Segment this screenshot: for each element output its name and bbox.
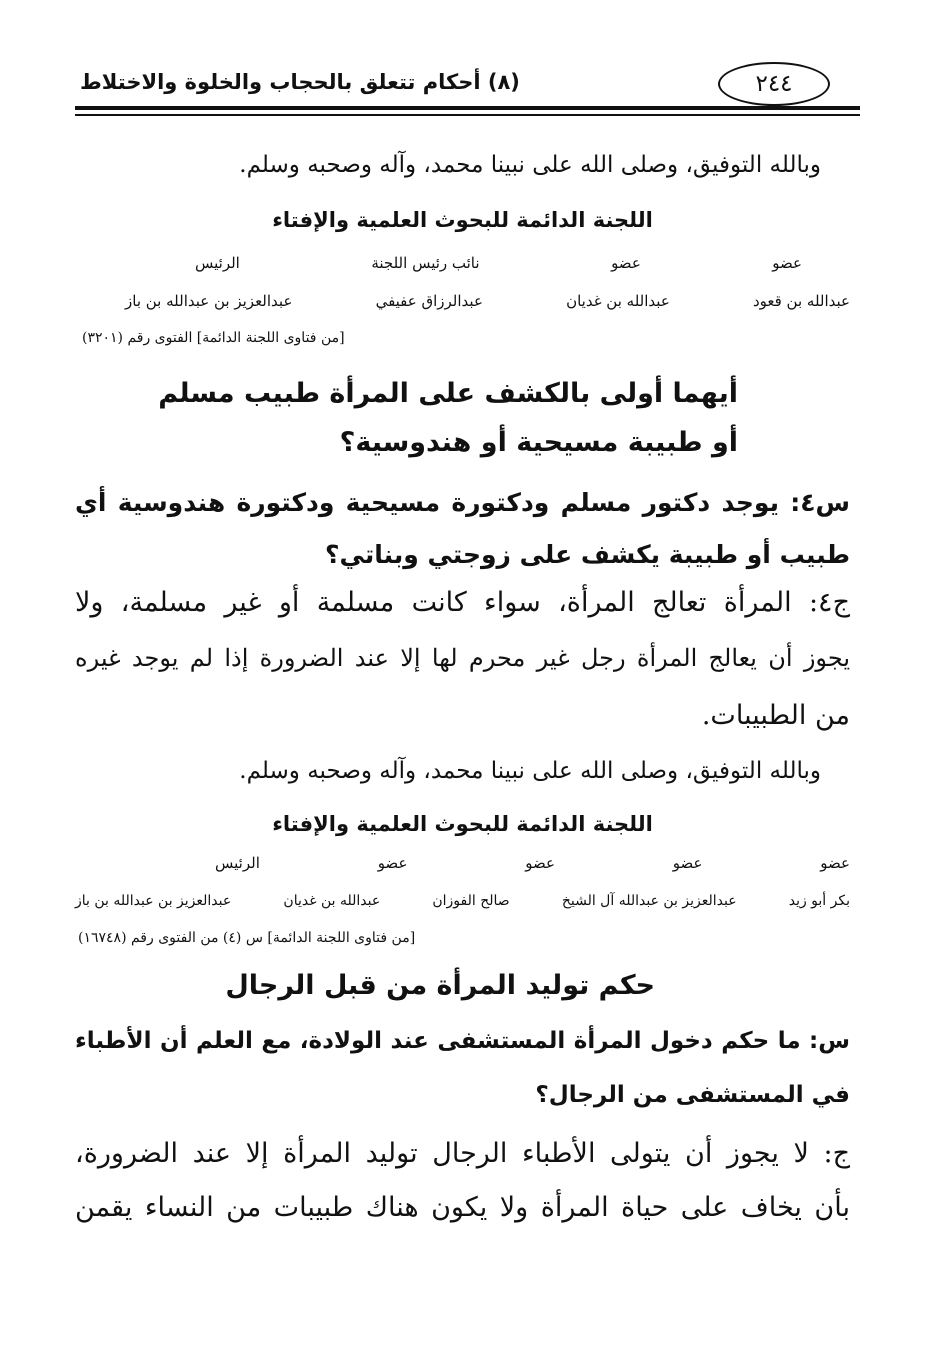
signatory-name: صالح الفوزان [432, 893, 510, 909]
page-number: ٢٤٤ [718, 62, 830, 106]
role: عضو [525, 854, 555, 872]
signatory-name: عبدالعزيز بن عبدالله آل الشيخ [561, 893, 737, 909]
role: عضو [377, 854, 408, 872]
committee-name: اللجنة الدائمة للبحوث العلمية والإفتاء [272, 208, 653, 232]
role: عضو [672, 854, 703, 872]
fatwa-source: [من فتاوى اللجنة الدائمة] س (٤) من الفتوى رقم (١٦٧٤٨) [78, 930, 416, 946]
committee-name: اللجنة الدائمة للبحوث العلمية والإفتاء [272, 812, 653, 836]
question-line: س٤: يوجد دكتور مسلم ودكتورة مسيحية ودكتورة هندوسية أي [75, 488, 850, 517]
section-title-line2: أو طبيبة مسيحية أو هندوسية؟ [339, 427, 738, 458]
signatory-name: عبدالله بن غديان [566, 292, 670, 310]
role: نائب رئيس اللجنة [371, 254, 480, 272]
signatory-name: عبدالرزاق عفيفي [375, 292, 483, 310]
answer-line: ج: لا يجوز أن يتولى الأطباء الرجال توليد المرأة إلا عند الضرورة، [75, 1138, 850, 1169]
closing-prayer: وبالله التوفيق، وصلى الله على نبينا محمد، وآله وصحبه وسلم. [239, 758, 821, 784]
question-line: س: ما حكم دخول المرأة المستشفى عند الولادة، مع العلم أن الأطباء [75, 1028, 850, 1054]
signature-roles [75, 854, 850, 872]
answer-line: بأن يخاف على حياة المرأة ولا يكون هناك طبيبات من النساء يقمن [75, 1192, 850, 1223]
section-title-line1: أيهما أولى بالكشف على المرأة طبيب مسلم [158, 378, 738, 409]
section-title: حكم توليد المرأة من قبل الرجال [225, 970, 655, 1001]
role: عضو [820, 854, 850, 872]
role: الرئيس [195, 254, 240, 272]
header-rule-thick [75, 106, 860, 110]
signatory-name: عبدالله بن قعود [752, 292, 850, 310]
fatwa-source: [من فتاوى اللجنة الدائمة] الفتوى رقم (٣٢٠١) [82, 330, 345, 346]
question-line: في المستشفى من الرجال؟ [535, 1082, 850, 1108]
question-line: طبيب أو طبيبة يكشف على زوجتي وبناتي؟ [325, 540, 850, 569]
signatory-name: عبدالعزيز بن عبدالله بن باز [125, 292, 293, 310]
role: عضو [611, 254, 641, 272]
signature-names [75, 893, 850, 909]
role: عضو [772, 254, 802, 272]
answer-line: يجوز أن يعالج المرأة رجل غير محرم لها إلا عند الضرورة إذا لم يوجد غيره [75, 644, 850, 672]
closing-prayer: وبالله التوفيق، وصلى الله على نبينا محمد، وآله وصحبه وسلم. [239, 152, 821, 178]
signatory-name: بكر أبو زيد [788, 893, 850, 909]
page-header [75, 62, 860, 128]
answer-line: ج٤: المرأة تعالج المرأة، سواء كانت مسلمة أو غير مسلمة، ولا [75, 587, 850, 618]
signatory-name: عبدالعزيز بن عبدالله بن باز [75, 893, 232, 909]
signature-roles [75, 254, 850, 272]
signature-names [75, 292, 850, 310]
signatory-name: عبدالله بن غديان [283, 893, 381, 909]
chapter-title: (٨) أحكام تتعلق بالحجاب والخلوة والاختلاط [80, 70, 520, 94]
header-rule-thin [75, 114, 860, 116]
answer-line: من الطبيبات. [701, 700, 850, 731]
role: الرئيس [215, 854, 260, 872]
